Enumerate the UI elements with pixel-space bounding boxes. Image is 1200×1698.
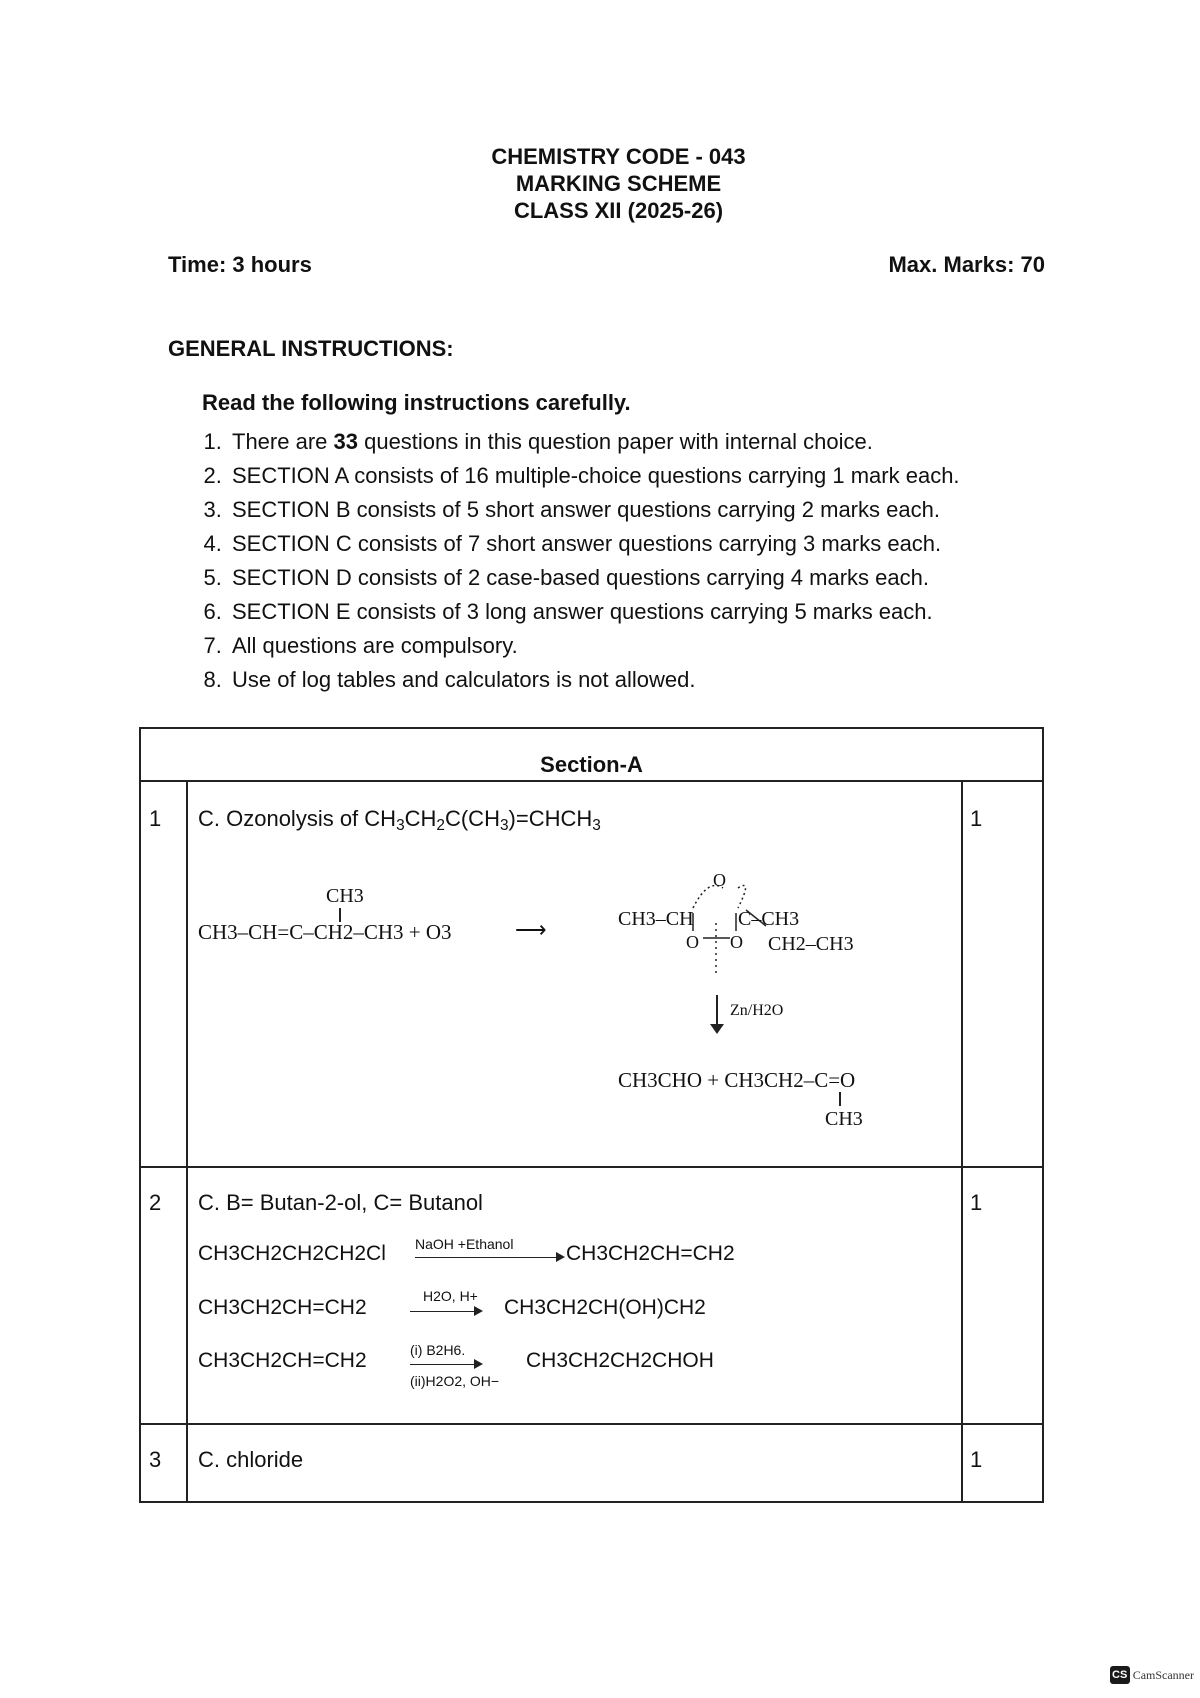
ozonide-o-right: O: [730, 932, 743, 952]
ozonide-right-top: C–CH3: [738, 908, 800, 930]
general-instructions-title: GENERAL INSTRUCTIONS:: [168, 336, 454, 361]
reaction-arrow: [410, 1311, 478, 1312]
ozonide-left: CH3–CH: [618, 908, 694, 930]
marks-value: 1: [970, 806, 983, 831]
answer-text: C. Ozonolysis of $CH_3CH_2C(CH_3)=CHCH_3$: [198, 806, 601, 834]
reactant-branch: CH3: [326, 885, 364, 907]
instruction-item: 7. All questions are compulsory.: [228, 629, 960, 663]
reaction-reactant: CH3CH2CH2CH2Cl: [198, 1242, 386, 1265]
reaction-reagent: (i) B2H6.: [410, 1342, 466, 1358]
question-number: 2: [149, 1190, 162, 1215]
ozonide-right-bottom: CH2–CH3: [768, 933, 854, 955]
reaction-arrow: [410, 1364, 478, 1365]
answer-text: C. chloride: [198, 1447, 304, 1472]
instruction-item: 3. SECTION B consists of 5 short answer questions carrying 2 marks each.: [228, 493, 960, 527]
time-label: Time: 3 hours: [168, 252, 312, 277]
ozonide-structure: [618, 868, 888, 988]
ozonolysis-reactant: CH3–CH=C–CH2–CH3 + O3: [198, 920, 452, 944]
max-marks-label: Max. Marks: 70: [888, 252, 1045, 277]
section-title: Section-A: [540, 752, 643, 777]
reaction-reagent: H2O, H+: [423, 1288, 478, 1304]
reaction-product: CH3CH2CH(OH)CH2: [504, 1296, 706, 1319]
product-branch: CH3: [825, 1108, 863, 1130]
reagent-label: Zn/H2O: [730, 1002, 784, 1019]
ozonide-o-left: O: [686, 932, 699, 952]
camscanner-logo-icon: CS: [1110, 1666, 1130, 1684]
answer-table: [139, 727, 1044, 1503]
reaction-reagent: (ii)H2O2, OH−: [410, 1373, 500, 1389]
doc-title-line3: CLASS XII (2025-26): [513, 198, 724, 223]
reaction-arrow: [415, 1257, 560, 1258]
answer-text: C. B= Butan-2-ol, C= Butanol: [198, 1190, 483, 1215]
instructions-list: [200, 425, 960, 697]
reaction-arrow: ⟶: [515, 917, 547, 942]
doc-title-line2: MARKING SCHEME: [515, 171, 722, 196]
instruction-item: 8. Use of log tables and calculators is not allowed.: [228, 663, 960, 697]
instruction-item: 6. SECTION E consists of 3 long answer questions carrying 5 marks each.: [228, 595, 960, 629]
reaction-product: CH3CH2CH=CH2: [566, 1242, 735, 1265]
product-branch-bond: [839, 1092, 841, 1106]
camscanner-watermark: [1110, 1666, 1194, 1684]
instruction-item: 4. SECTION C consists of 7 short answer questions carrying 3 marks each.: [228, 527, 960, 561]
camscanner-text: CamScanner: [1132, 1667, 1194, 1682]
instruction-item: 2. SECTION A consists of 16 multiple-choice questions carrying 1 mark each.: [228, 459, 960, 493]
reaction-reactant: CH3CH2CH=CH2: [198, 1296, 367, 1319]
reaction-reagent: NaOH +Ethanol: [415, 1236, 514, 1252]
ozonide-o-top: O: [713, 870, 726, 890]
instruction-item: 1. There are 33 questions in this question paper with internal choice.: [228, 425, 960, 459]
instructions-lead: Read the following instructions carefully.: [202, 390, 631, 415]
question-number: 3: [149, 1447, 162, 1472]
reaction-reactant: CH3CH2CH=CH2: [198, 1349, 367, 1372]
marks-value: 1: [970, 1447, 983, 1472]
reaction-product: CH3CH2CH2CHOH: [526, 1349, 714, 1372]
ozonolysis-products: CH3CHO + CH3CH2–C=O: [618, 1068, 856, 1092]
instruction-item: 5. SECTION D consists of 2 case-based questions carrying 4 marks each.: [228, 561, 960, 595]
question-number: 1: [149, 806, 162, 831]
marks-value: 1: [970, 1190, 983, 1215]
down-arrow-head: [710, 1024, 724, 1034]
doc-title-line1: CHEMISTRY CODE - 043: [491, 144, 746, 169]
